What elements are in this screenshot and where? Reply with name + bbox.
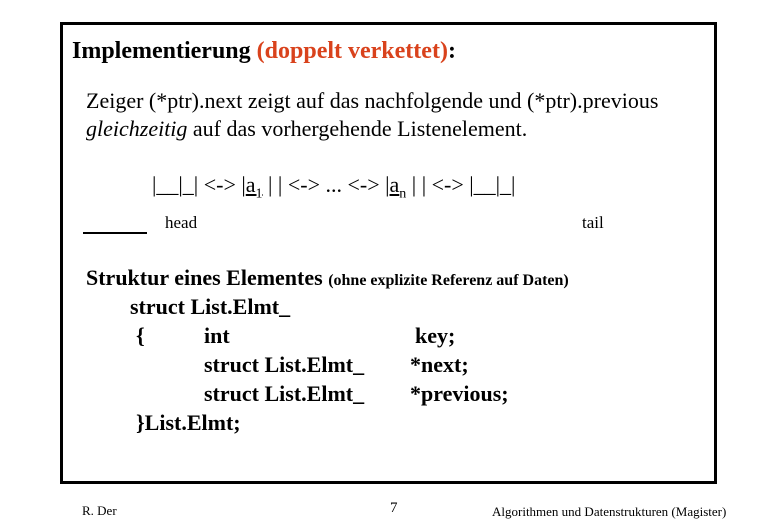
description-line-1: Zeiger (*ptr).next zeigt auf das nachfolgende und (*ptr).previous: [86, 88, 659, 113]
struct-heading: Struktur eines Elementes (ohne explizite Referenz auf Daten): [86, 265, 569, 290]
code-prev-field: *previous;: [410, 381, 509, 406]
footer-author: R. Der: [82, 503, 117, 518]
code-next-field: *next;: [410, 352, 469, 377]
slide-title: Implementierung (doppelt verkettet):: [72, 38, 456, 64]
element-a1: $a_1$: [245, 172, 263, 202]
code-int-type: int: [204, 323, 230, 348]
title-highlight: (doppelt verkettet): [256, 38, 448, 64]
code-key-field: key;: [415, 323, 456, 348]
code-prev-type: struct List.Elmt_: [204, 381, 365, 406]
tail-label: tail: [582, 213, 604, 232]
struct-note: (ohne explizite Referenz auf Daten): [328, 272, 569, 289]
code-next-type: struct List.Elmt_: [204, 352, 365, 377]
code-brace-open: {: [136, 323, 145, 348]
code-line-struct: struct List.Elmt_: [130, 294, 291, 319]
description-paragraph: [86, 87, 658, 143]
footer-page-number: 7: [390, 500, 398, 516]
head-pointer-line: [83, 232, 147, 234]
code-close: }List.Elmt;: [136, 410, 241, 435]
element-an: $a_n$: [389, 172, 407, 202]
description-line-2: gleichzeitig auf das vorhergehende Listenelement.: [86, 116, 528, 141]
footer-course: Algorithmen und Datenstrukturen (Magister): [492, 504, 727, 519]
head-label: head: [165, 213, 198, 232]
list-diagram: |__|_| <-> $|a_1$ | | <-> ... <-> $|a_n$ | | <-> |__|_|: [152, 172, 516, 202]
